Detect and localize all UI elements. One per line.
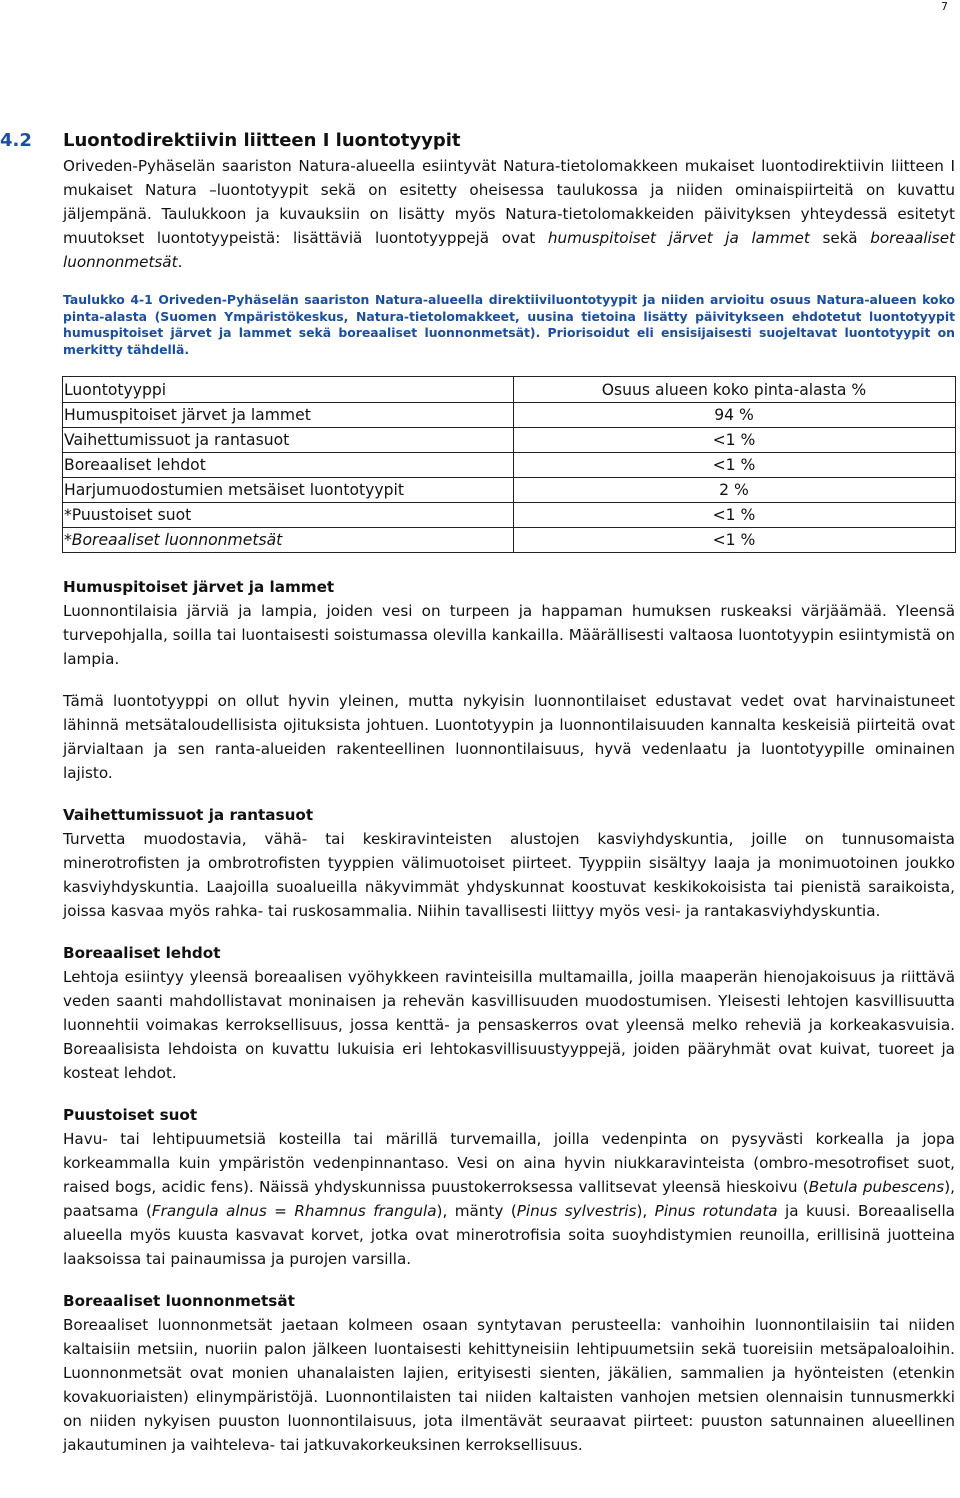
subheading: Boreaaliset luonnonmetsät (63, 1292, 295, 1310)
habitat-type-italic: *Boreaaliset luonnonmetsät (64, 531, 283, 549)
paragraph: Tämä luontotyyppi on ollut hyvin yleinen, mutta nykyisin luonnontilaiset edustavat vedet ovat harvinaistuneet lähinnä metsätaloudellisista ojituksista johtuen. Luontotyypin ja luonnontilaisuuden kannalta keskeisiä piirteitä ovat järvialtaan ja sen ranta-alueiden rakenteellinen luonnontilaisuus, hyvä vedenlaatu ja luontotyypille ominainen lajisto. (63, 692, 955, 782)
intro-italic-1: humuspitoiset järvet ja lammet (547, 229, 810, 247)
table-row (63, 528, 956, 553)
habitat-type-cell: Harjumuodostumien metsäiset luontotyypit (63, 478, 514, 503)
intro-text-2: sekä (809, 229, 871, 247)
section-humus (63, 575, 955, 785)
section-puustoiset-suot (63, 1103, 955, 1271)
text: ja kuusi. Boreaalisella alueella myös kuusta kasvavat korvet, jotka ovat minerotrofisia soita suoyhdistymien reunoilla, erillisinä juotteina laaksoissa tai painaumissa ja purojen varsilla. (63, 1202, 955, 1268)
share-cell: 94 % (514, 403, 956, 428)
species-name: Betula pubescens (808, 1178, 945, 1196)
subheading: Humuspitoiset järvet ja lammet (63, 578, 335, 596)
habitat-type-cell: Vaihettumissuot ja rantasuot (63, 428, 514, 453)
habitat-type-cell: Boreaaliset lehdot (63, 453, 514, 478)
page-number: 7 (941, 0, 948, 13)
table-row (63, 403, 956, 428)
table-header-row (63, 377, 956, 403)
subheading: Puustoiset suot (63, 1106, 198, 1124)
text: ), (636, 1202, 655, 1220)
habitat-type-cell: *Puustoiset suot (63, 503, 514, 528)
habitat-type-cell: Humuspitoiset järvet ja lammet (63, 403, 514, 428)
section-heading (0, 130, 461, 151)
table-row (63, 478, 956, 503)
share-cell: 2 % (514, 478, 956, 503)
intro-italic-2: boreaaliset luonnonmetsät (63, 229, 955, 271)
paragraph (63, 1127, 955, 1271)
paragraph: Boreaaliset luonnonmetsät jaetaan kolmeen osaan syntytavan perusteella: vanhoihin luonnontilaisiin tai niiden kaltaisiin metsiin, nuoriin palon jälkeen luontaisesti kehittyneisiin lehtipuumetsiin sekä tuoreisiin metsäpaloaloihin. Luonnonmetsät ovat monien uhanalaisten lajien, erityisesti sienten, jäkälien, sammalien ja hyönteisten (etenkin kovakuoriaisten) elinympäristöjä. Luonnontilaisten tai niiden kaltaisten vanhojen metsien olennaisin tunnusmerkki on niiden nykyisen puuston luonnontilaisuus, jota ilmentävät seuraavat piirteet: puuston satunnainen alueellinen jakautuminen ja vaihteleva- tai jatkuvakorkeuksinen kerroksellisuus. (63, 1316, 955, 1454)
table-caption: Taulukko 4-1 Oriveden-Pyhäselän saariston Natura-alueella direktiiviluontotyypit ja niiden arvioitu osuus Natura-alueen koko pinta-alasta (Suomen Ympäristökeskus, Natura-tietolomakkeet, uusina tietoina lisätty päivitykseen ehdotetut luontotyypit humuspitoiset järvet ja lammet sekä boreaaliset luonnonmetsät). Priorisoidut eli ensisijaisesti suojeltavat luontotyypit on merkitty tähdellä. (63, 292, 955, 357)
intro-paragraph (63, 154, 955, 274)
section-title: Luontodirektiivin liitteen I luontotyypit (63, 130, 461, 151)
paragraph: Turvetta muodostavia, vähä- tai keskiravinteisten alustojen kasviyhdyskuntia, joille on tunnusomaista minerotrofisten ja ombrotrofisten tyyppien välimuotoiset piirteet. Tyyppiin sisältyy laaja ja monimuotoinen joukko kasviyhdyskuntia. Laajoilla suoalueilla näkyvimmät yhdyskunnat koostuvat keskikokoisista tai pienistä saraikoista, joissa kasvaa myös rahka- tai ruskosammalia. Niihin tavallisesti liittyy myös vesi- ja rantakasviyhdyskuntia. (63, 830, 955, 920)
section-lehdot (63, 941, 955, 1085)
share-cell: <1 % (514, 503, 956, 528)
header-share: Osuus alueen koko pinta-alasta % (514, 377, 956, 403)
share-cell: <1 % (514, 528, 956, 553)
table-row (63, 503, 956, 528)
paragraph: Luonnontilaisia järviä ja lampia, joiden vesi on turpeen ja happaman humuksen ruskeaksi värjäämää. Yleensä turvepohjalla, soilla tai luontaisesti soistumassa olevilla kankailla. Määrällisesti valtaosa luontotyypin esiintymistä on lampia. (63, 602, 955, 668)
species-name: Frangula alnus = Rhamnus frangula (151, 1202, 437, 1220)
habitat-type-cell (63, 528, 514, 553)
table-row (63, 453, 956, 478)
subheading: Vaihettumissuot ja rantasuot (63, 806, 314, 824)
section-number: 4.2 (0, 130, 32, 151)
share-cell: <1 % (514, 428, 956, 453)
paragraph: Lehtoja esiintyy yleensä boreaalisen vyöhykkeen ravinteisilla multamailla, joilla maaperän hienojakoisuus ja riittävä veden saanti mahdollistavat moninaisen ja rehevän kasvillisuuden muodostumisen. Yleisesti lehtojen kasvillisuutta luonnehtii voimakas kerroksellisuus, jossa kenttä- ja pensaskerros ovat yleensä melko reheviä ja korkeakasvuisia. Boreaalisista lehdoista on kuvattu lukuisia eri lehtokasvillisuustyyppejä, joiden pääryhmät ovat kuivat, tuoreet ja kosteat lehdot. (63, 968, 955, 1082)
species-name: Pinus rotundata (654, 1202, 778, 1220)
text: ), mänty ( (436, 1202, 517, 1220)
section-vaihettumissuot (63, 803, 955, 923)
species-name: Pinus sylvestris (516, 1202, 637, 1220)
intro-text-1: Oriveden-Pyhäselän saariston Natura-alueella esiintyvät Natura-tietolomakkeen mukaiset luontodirektiivin liitteen I mukaiset Natura –luontotyypit sekä on esitetty oheisessa taulukossa ja niiden ominaispiirteitä on kuvattu jäljempänä. Taulukkoon ja kuvauksiin on lisätty myös Natura-tietolomakkeiden päivityksen yhteydessä esitetyt muutokset luontotyypeistä: lisättäviä luontotyyppejä ovat (63, 157, 955, 247)
table-row (63, 428, 956, 453)
text: ), paatsama ( (63, 1178, 955, 1220)
intro-text-3: . (177, 253, 183, 271)
habitat-table (62, 376, 956, 553)
section-luonnonmetsat (63, 1289, 955, 1457)
share-cell: <1 % (514, 453, 956, 478)
text: Havu- tai lehtipuumetsiä kosteilla tai märillä turvemailla, joilla vedenpinta on pysyvästi korkealla ja jopa korkeammalla kuin ympäristön vedenpinnantaso. Vesi on aina hyvin niukkaravinteista (ombro-mesotrofiset suot, raised bogs, acidic fens). Näissä yhdyskunnissa puustokerroksessa vallitsevat yleensä hieskoivu ( (63, 1130, 955, 1196)
subheading: Boreaaliset lehdot (63, 944, 221, 962)
habitat-descriptions (63, 575, 955, 1475)
header-habitat-type: Luontotyyppi (63, 377, 514, 403)
